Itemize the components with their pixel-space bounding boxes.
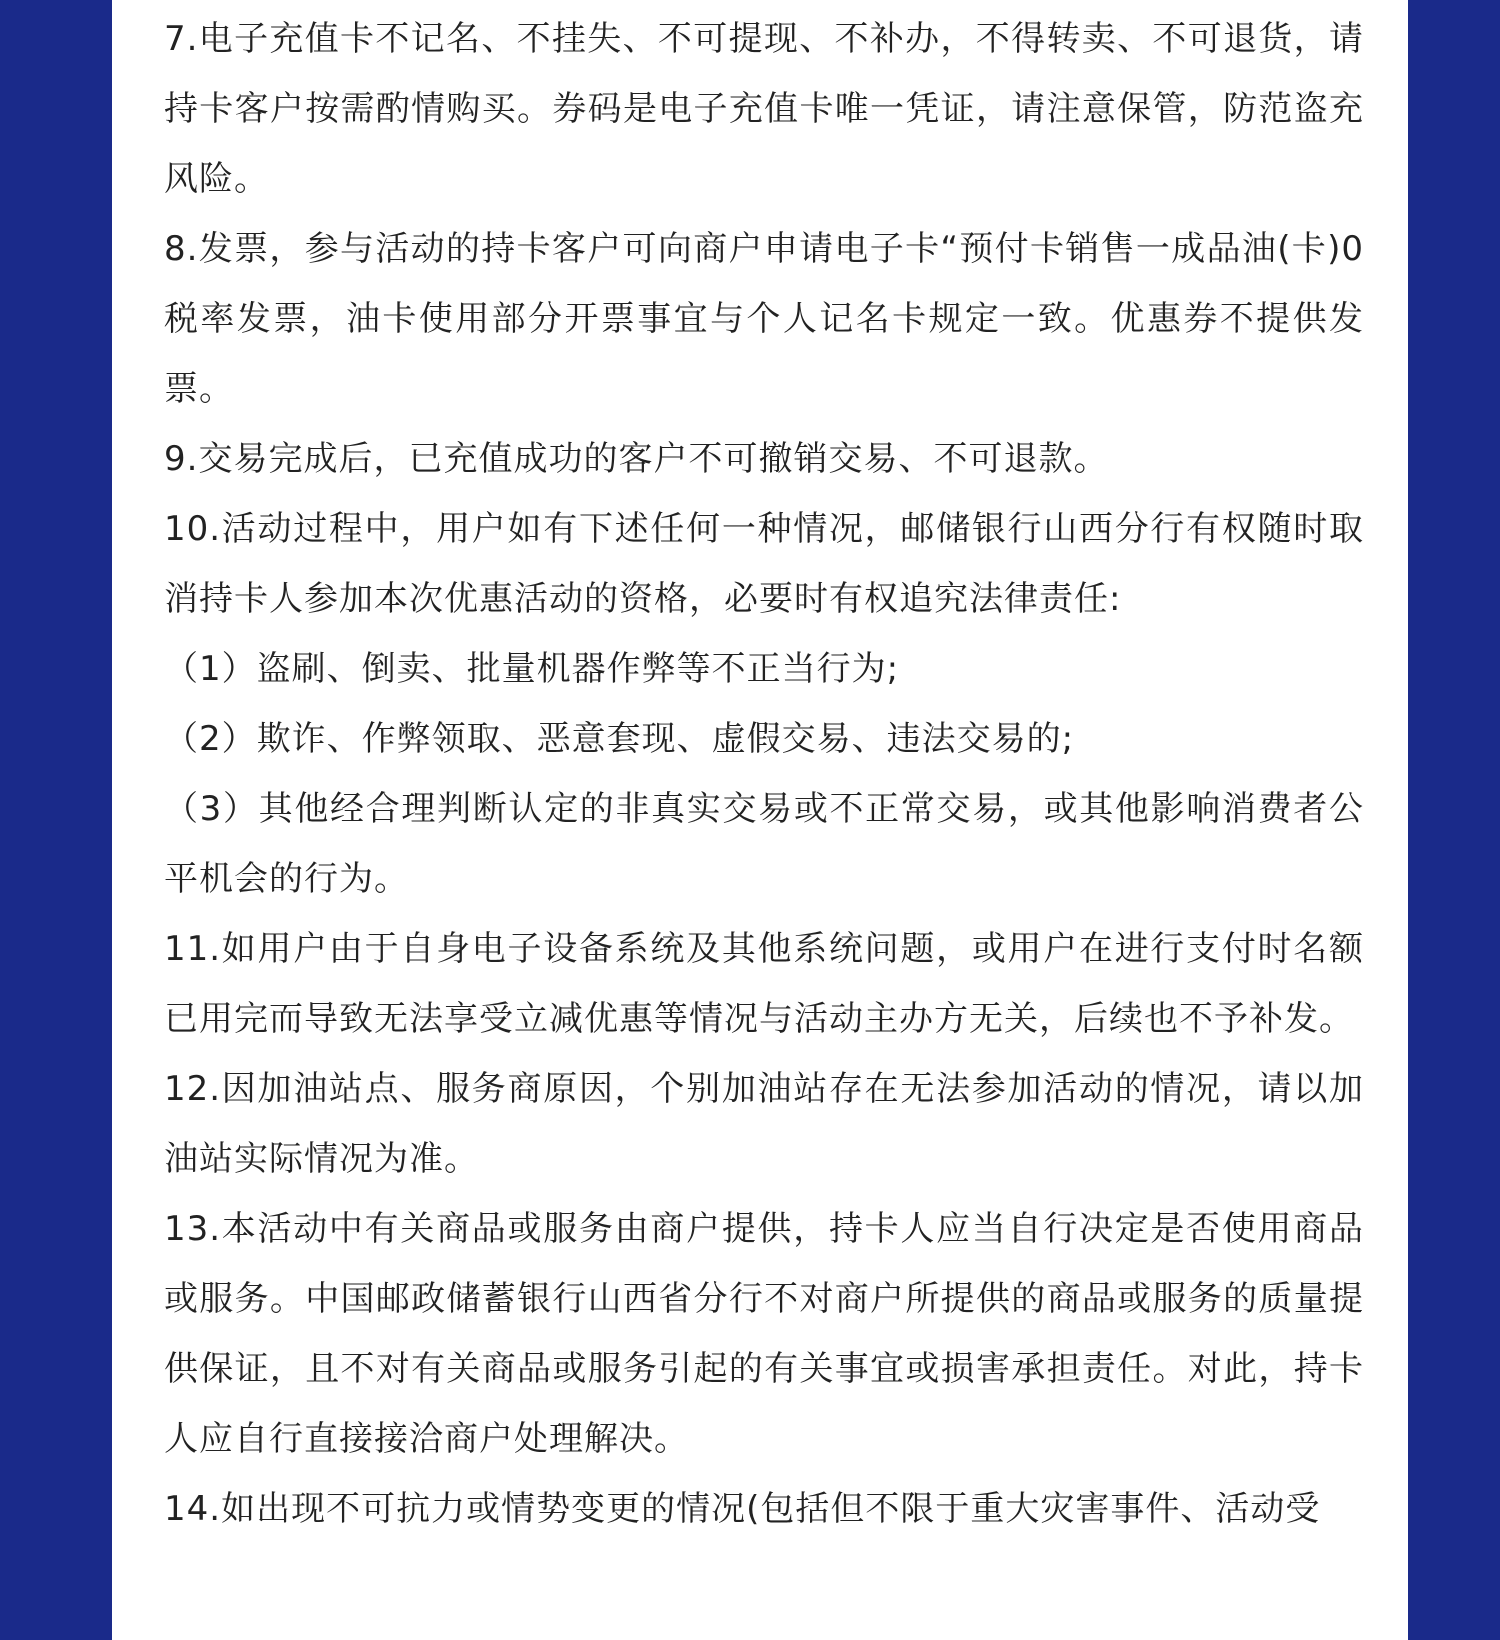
rule-10-item-3: （3）其他经合理判断认定的非真实交易或不正常交易，或其他影响消费者公平机会的行为。	[164, 789, 1364, 899]
rule-9: 9.交易完成后，已充值成功的客户不可撤销交易、不可退款。	[164, 439, 1109, 479]
rule-10: 10.活动过程中，用户如有下述任何一种情况，邮储银行山西分行有权随时取消持卡人参加本次优惠活动的资格，必要时有权追究法律责任:	[164, 509, 1364, 619]
rule-14: 14.如出现不可抗力或情势变更的情况(包括但不限于重大灾害事件、活动受	[164, 1489, 1321, 1529]
rule-13: 13.本活动中有关商品或服务由商户提供，持卡人应当自行决定是否使用商品或服务。中国邮政储蓄银行山西省分行不对商户所提供的商品或服务的质量提供保证，且不对有关商品或服务引起的有关事宜或损害承担责任。对此，持卡人应自行直接接洽商户处理解决。	[164, 1209, 1364, 1459]
content-panel	[112, 0, 1408, 1640]
rule-8: 8.发票，参与活动的持卡客户可向商户申请电子卡“预付卡销售一成品油(卡)0税率发票，油卡使用部分开票事宜与个人记名卡规定一致。优惠券不提供发票。	[164, 229, 1364, 409]
rule-10-item-2: （2）欺诈、作弊领取、恶意套现、虚假交易、违法交易的;	[164, 719, 1075, 759]
rule-7: 7.电子充值卡不记名、不挂失、不可提现、不补办，不得转卖、不可退货，请持卡客户按需酌情购买。券码是电子充值卡唯一凭证，请注意保管，防范盗充风险。	[164, 19, 1364, 199]
rule-10-item-1: （1）盗刷、倒卖、批量机器作弊等不正当行为;	[164, 649, 900, 689]
rules-text	[164, 4, 1364, 1544]
rule-11: 11.如用户由于自身电子设备系统及其他系统问题，或用户在进行支付时名额已用完而导致无法享受立减优惠等情况与活动主办方无关，后续也不予补发。	[164, 929, 1364, 1039]
rule-12: 12.因加油站点、服务商原因，个别加油站存在无法参加活动的情况，请以加油站实际情况为准。	[164, 1069, 1364, 1179]
